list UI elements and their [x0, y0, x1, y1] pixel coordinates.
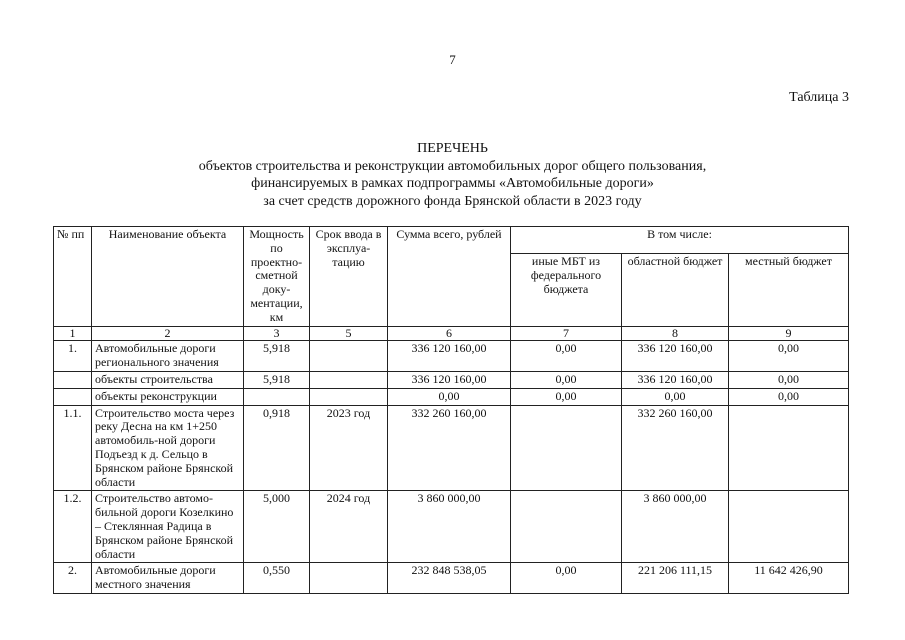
column-number: 3 [244, 326, 310, 341]
col-header-num: № пп [54, 227, 92, 327]
row-regional: 221 206 111,15 [622, 563, 729, 594]
heading-line-2: объектов строительства и реконструкции автомобильных дорог общего пользования, [198, 158, 707, 174]
col-header-term: Срок ввода в эксплуа-тацию [310, 227, 388, 327]
row-num: 1.1. [54, 405, 92, 491]
col-header-regional: областной бюджет [622, 254, 729, 326]
heading-line-4: за счет средств дорожного фонда Брянской области в 2023 году [263, 193, 642, 209]
header-row-1 [54, 227, 849, 254]
col-header-total: Сумма всего, рублей [388, 227, 511, 327]
row-term [310, 341, 388, 372]
page-number: 7 [449, 52, 456, 67]
row-total: 232 848 538,05 [388, 563, 511, 594]
row-term [310, 388, 388, 405]
row-capacity: 5,918 [244, 371, 310, 388]
row-local: 0,00 [729, 388, 849, 405]
column-number: 8 [622, 326, 729, 341]
row-capacity: 5,918 [244, 341, 310, 372]
row-capacity: 0,918 [244, 405, 310, 491]
table-row [54, 371, 849, 388]
row-name: объекты строительства [92, 371, 244, 388]
row-regional: 332 260 160,00 [622, 405, 729, 491]
row-local [729, 491, 849, 563]
row-term: 2023 год [310, 405, 388, 491]
col-header-mbt: иные МБТ из федерального бюджета [511, 254, 622, 326]
col-header-local: местный бюджет [729, 254, 849, 326]
document-heading [0, 140, 905, 210]
row-total: 336 120 160,00 [388, 371, 511, 388]
column-numbers-row [54, 326, 849, 341]
row-local [729, 405, 849, 491]
row-capacity [244, 388, 310, 405]
row-name: Строительство моста через реку Десна на км 1+250 автомобиль-ной дороги Подъезд к д. Сельцо в Брянском районе Брянской области [92, 405, 244, 491]
row-mbt: 0,00 [511, 388, 622, 405]
row-name: объекты реконструкции [92, 388, 244, 405]
row-regional: 336 120 160,00 [622, 341, 729, 372]
row-mbt: 0,00 [511, 563, 622, 594]
row-mbt: 0,00 [511, 341, 622, 372]
row-capacity: 0,550 [244, 563, 310, 594]
row-total: 332 260 160,00 [388, 405, 511, 491]
row-regional: 0,00 [622, 388, 729, 405]
row-num: 1. [54, 341, 92, 372]
col-header-including: В том числе: [511, 227, 849, 254]
row-local: 11 642 426,90 [729, 563, 849, 594]
row-name: Автомобильные дороги местного значения [92, 563, 244, 594]
table-row [54, 563, 849, 594]
objects-table [53, 226, 849, 594]
row-name: Строительство автомо-бильной дороги Козелкино – Стеклянная Радица в Брянском районе Брянской области [92, 491, 244, 563]
row-num [54, 388, 92, 405]
row-num: 1.2. [54, 491, 92, 563]
row-term [310, 371, 388, 388]
row-mbt [511, 405, 622, 491]
heading-title: ПЕРЕЧЕНЬ [417, 141, 488, 156]
row-name: Автомобильные дороги регионального значения [92, 341, 244, 372]
heading-line-3: финансируемых в рамках подпрограммы «Автомобильные дороги» [251, 176, 654, 191]
table-row [54, 388, 849, 405]
row-capacity: 5,000 [244, 491, 310, 563]
row-term [310, 563, 388, 594]
col-header-capacity: Мощность по проектно-сметной доку-ментации, км [244, 227, 310, 327]
table-row [54, 341, 849, 372]
column-number: 2 [92, 326, 244, 341]
row-local: 0,00 [729, 341, 849, 372]
row-local: 0,00 [729, 371, 849, 388]
table-row [54, 491, 849, 563]
table-row [54, 405, 849, 491]
row-term: 2024 год [310, 491, 388, 563]
row-total: 336 120 160,00 [388, 341, 511, 372]
row-num [54, 371, 92, 388]
row-regional: 336 120 160,00 [622, 371, 729, 388]
row-regional: 3 860 000,00 [622, 491, 729, 563]
row-total: 0,00 [388, 388, 511, 405]
column-number: 1 [54, 326, 92, 341]
row-total: 3 860 000,00 [388, 491, 511, 563]
table-label: Таблица 3 [789, 90, 849, 105]
column-number: 6 [388, 326, 511, 341]
row-num: 2. [54, 563, 92, 594]
column-number: 9 [729, 326, 849, 341]
column-number: 7 [511, 326, 622, 341]
col-header-name: Наименование объекта [92, 227, 244, 327]
column-number: 5 [310, 326, 388, 341]
row-mbt [511, 491, 622, 563]
row-mbt: 0,00 [511, 371, 622, 388]
